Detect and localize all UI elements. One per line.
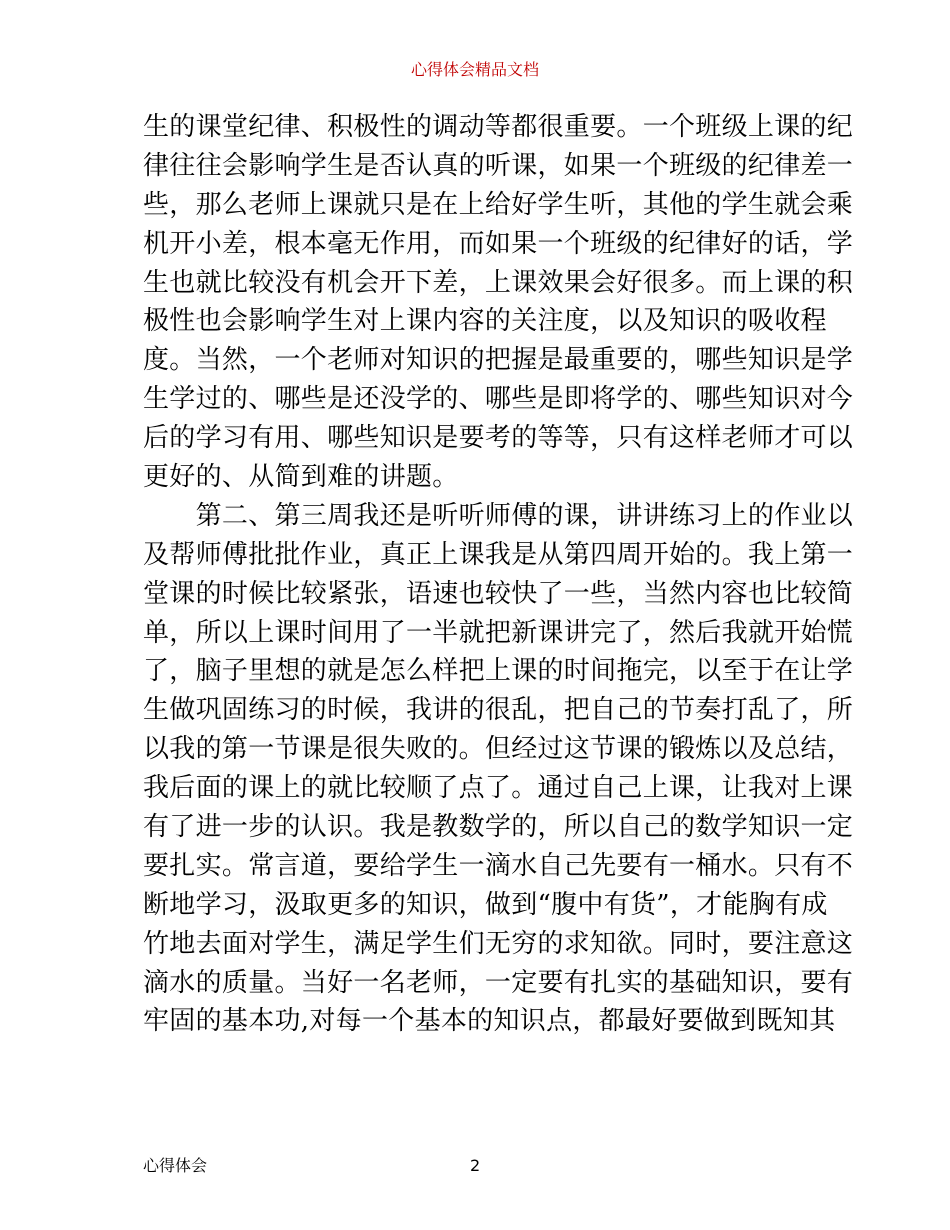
body-line: 生的课堂纪律、积极性的调动等都很重要。一个班级上课的纪 — [143, 112, 854, 142]
page-header-title: 心得体会精品文档 — [410, 60, 539, 79]
body-line: 后的学习有用、哪些知识是要考的等等，只有这样老师才可以 — [143, 423, 854, 454]
body-line: 滴水的质量。当好一名老师，一定要有扎实的基础知识，要有 — [143, 967, 854, 998]
body-line: 生做巩固练习的时候，我讲的很乱，把自己的节奏打乱了，所 — [143, 695, 854, 726]
body-line: 我后面的课上的就比较顺了点了。通过自己上课，让我对上课 — [143, 773, 854, 804]
body-line: 极性也会影响学生对上课内容的关注度，以及知识的吸收程 — [143, 306, 827, 337]
body-line: 生也就比较没有机会开下差，上课效果会好很多。而上课的积 — [143, 267, 854, 298]
body-line: 及帮师傅批批作业，真正上课我是从第四周开始的。我上第一 — [143, 539, 854, 570]
body-line: 第二、第三周我还是听听师傅的课，讲讲练习上的作业以 — [143, 500, 854, 531]
body-line: 了，脑子里想的就是怎么样把上课的时间拖完，以至于在让学 — [143, 656, 854, 687]
body-line: 要扎实。常言道，要给学生一滴水自己先要有一桶水。只有不 — [143, 850, 854, 881]
body-line: 生学过的、哪些是还没学的、哪些是即将学的、哪些知识对今 — [143, 384, 854, 415]
body-line: 断地学习，汲取更多的知识，做到“腹中有货”，才能胸有成 — [143, 889, 828, 920]
body-line: 堂课的时候比较紧张，语速也较快了一些，当然内容也比较简 — [143, 578, 854, 609]
body-line: 牢固的基本功,对每一个基本的知识点，都最好要做到既知其 — [143, 1006, 836, 1037]
body-line: 度。当然，一个老师对知识的把握是最重要的，哪些知识是学 — [143, 345, 854, 376]
document-body — [143, 108, 854, 1041]
body-line: 有了进一步的认识。我是教数学的，所以自己的数学知识一定 — [143, 812, 854, 843]
body-line: 竹地去面对学生，满足学生们无穷的求知欲。同时，要注意这 — [143, 928, 854, 959]
body-line: 单，所以上课时间用了一半就把新课讲完了，然后我就开始慌 — [143, 617, 854, 648]
body-line: 律往往会影响学生是否认真的听课，如果一个班级的纪律差一 — [143, 150, 854, 181]
body-line: 更好的、从简到难的讲题。 — [143, 462, 459, 493]
body-line: 些，那么老师上课就只是在上给好学生听，其他的学生就会乘 — [143, 189, 854, 220]
body-line: 机开小差，根本毫无作用，而如果一个班级的纪律好的话，学 — [143, 228, 854, 259]
page-number: 2 — [470, 1156, 481, 1175]
footer-label: 心得体会 — [143, 1156, 208, 1175]
body-line: 以我的第一节课是很失败的。但经过这节课的锻炼以及总结， — [143, 734, 854, 765]
